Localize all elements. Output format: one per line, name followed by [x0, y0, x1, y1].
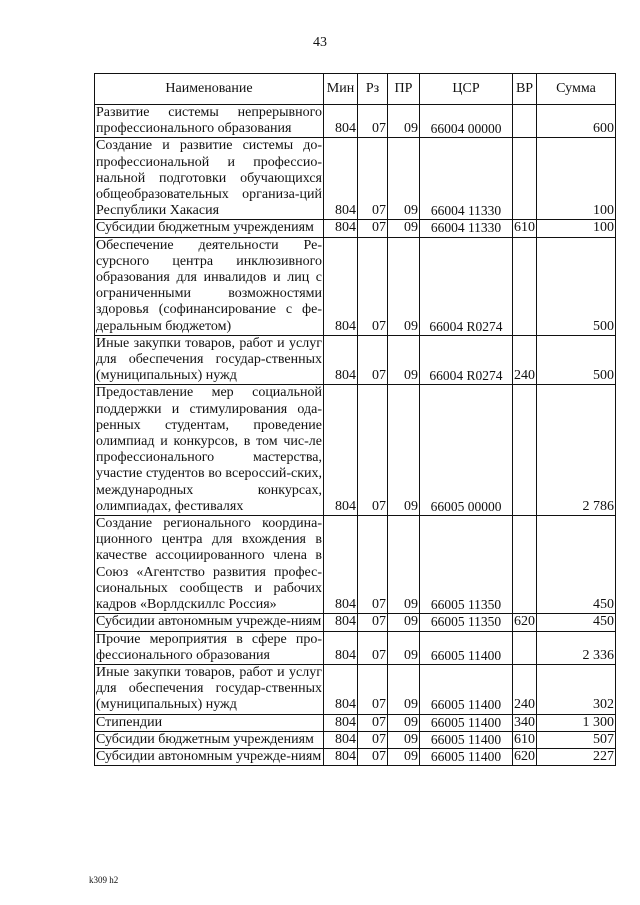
header-sum: Сумма: [537, 74, 616, 105]
cell-pr: 09: [388, 631, 420, 664]
cell-name: Субсидии автономным учрежде-ниям: [95, 614, 324, 631]
cell-sum: 600: [537, 105, 616, 138]
cell-rz: 07: [358, 105, 388, 138]
header-name: Наименование: [95, 74, 324, 105]
cell-csr: 66005 11400: [420, 664, 513, 714]
table-row: [95, 105, 616, 138]
cell-name: Развитие системы непрерывного профессионального образования: [96, 105, 322, 137]
cell-sum: 500: [537, 237, 616, 335]
cell-min: 804: [324, 748, 358, 765]
cell-vr: [513, 385, 537, 516]
cell-min: 804: [324, 516, 358, 614]
table-row: [95, 614, 616, 631]
cell-csr: 66004 11330: [420, 220, 513, 237]
cell-name: Иные закупки товаров, работ и услуг для обеспечения государ-ственных (муниципальных) нужд: [96, 664, 322, 713]
header-min: Мин: [324, 74, 358, 105]
table-row: [95, 731, 616, 748]
cell-csr: 66004 11330: [420, 138, 513, 220]
cell-csr: 66004 00000: [420, 105, 513, 138]
cell-rz: 07: [358, 138, 388, 220]
cell-csr: 66005 11400: [420, 631, 513, 664]
cell-rz: 07: [358, 237, 388, 335]
cell-pr: 09: [388, 731, 420, 748]
table-row: [95, 237, 616, 335]
header-csr: ЦСР: [420, 74, 513, 105]
cell-rz: 07: [358, 220, 388, 237]
cell-sum: 302: [537, 664, 616, 714]
cell-sum: 450: [537, 614, 616, 631]
table-row: [95, 385, 616, 516]
cell-name: Субсидии автономным учрежде-ниям: [95, 748, 324, 765]
cell-vr: [513, 105, 537, 138]
cell-vr: [513, 516, 537, 614]
cell-csr: 66005 11400: [420, 731, 513, 748]
cell-name: Прочие мероприятия в сфере про-фессионального образования: [96, 631, 322, 663]
cell-min: 804: [324, 105, 358, 138]
cell-vr: 240: [513, 664, 537, 714]
table-row: [95, 748, 616, 765]
cell-sum: 507: [537, 731, 616, 748]
cell-min: 804: [324, 714, 358, 731]
budget-table: [94, 73, 616, 766]
cell-pr: 09: [388, 614, 420, 631]
cell-vr: [513, 237, 537, 335]
cell-sum: 500: [537, 335, 616, 385]
table-row: [95, 714, 616, 731]
header-pr: ПР: [388, 74, 420, 105]
cell-min: 804: [324, 664, 358, 714]
cell-csr: 66004 R0274: [420, 237, 513, 335]
cell-pr: 09: [388, 220, 420, 237]
cell-csr: 66004 R0274: [420, 335, 513, 385]
cell-sum: 1 300: [537, 714, 616, 731]
cell-name: Обеспечение деятельности Ре-сурсного центра инклюзивного образования для инвалидов и лиц с ограниченными возможностями здоровья (софинансирование с фе-деральным бюджетом): [96, 237, 322, 334]
cell-sum: 2 336: [537, 631, 616, 664]
cell-sum: 100: [537, 138, 616, 220]
cell-vr: [513, 138, 537, 220]
cell-rz: 07: [358, 516, 388, 614]
header-rz: Рз: [358, 74, 388, 105]
cell-rz: 07: [358, 614, 388, 631]
table-header-row: [95, 74, 616, 105]
cell-rz: 07: [358, 664, 388, 714]
cell-pr: 09: [388, 335, 420, 385]
cell-min: 804: [324, 220, 358, 237]
cell-name: Создание регионального координа-ционного центра для вхождения в качестве ассоциированного члена в Союз «Агентство развития профес-сиональных сообществ и рабочих кадров «Ворлдскиллс Россия»: [96, 516, 322, 613]
cell-rz: 07: [358, 714, 388, 731]
cell-min: 804: [324, 335, 358, 385]
cell-name: Субсидии бюджетным учреждениям: [95, 220, 324, 237]
table-row: [95, 664, 616, 714]
cell-vr: 620: [514, 748, 535, 764]
cell-name: Стипендии: [95, 714, 324, 731]
cell-csr: 66005 11350: [420, 614, 513, 631]
cell-pr: 09: [388, 105, 420, 138]
cell-min: 804: [324, 138, 358, 220]
cell-min: 804: [324, 237, 358, 335]
header-vr: ВР: [513, 74, 537, 105]
cell-sum: 100: [537, 220, 616, 237]
cell-min: 804: [324, 631, 358, 664]
cell-rz: 07: [358, 748, 388, 765]
cell-pr: 09: [388, 385, 420, 516]
cell-rz: 07: [358, 335, 388, 385]
cell-pr: 09: [388, 748, 420, 765]
table-row: [95, 335, 616, 385]
cell-sum: 2 786: [537, 385, 616, 516]
cell-min: 804: [324, 385, 358, 516]
cell-vr: 340: [514, 714, 535, 730]
cell-vr: 610: [514, 731, 535, 747]
footer-code: k309 h2: [89, 875, 119, 885]
table-row: [95, 516, 616, 614]
cell-name: Субсидии бюджетным учреждениям: [95, 731, 324, 748]
table-body: [95, 105, 616, 766]
page-number: 43: [313, 35, 327, 50]
cell-vr: [513, 631, 537, 664]
cell-name: Создание и развитие системы до-профессиональной и профессио-нальной подготовки обучающихся общеобразовательных организа-ций Республики Хакасия: [96, 138, 322, 219]
cell-pr: 09: [388, 237, 420, 335]
cell-csr: 66005 11350: [420, 516, 513, 614]
cell-csr: 66005 11400: [420, 748, 513, 765]
cell-min: 804: [324, 614, 358, 631]
cell-pr: 09: [388, 516, 420, 614]
cell-pr: 09: [388, 714, 420, 731]
cell-name: Иные закупки товаров, работ и услуг для обеспечения государ-ственных (муниципальных) нужд: [96, 335, 322, 384]
cell-pr: 09: [388, 138, 420, 220]
table-row: [95, 138, 616, 220]
cell-vr: 620: [514, 614, 535, 630]
table-row: [95, 631, 616, 664]
cell-rz: 07: [358, 631, 388, 664]
cell-vr: 610: [514, 220, 535, 236]
cell-sum: 450: [537, 516, 616, 614]
table-row: [95, 220, 616, 237]
cell-name: Предоставление мер социальной поддержки и стимулирования ода-ренных студентам, проведение олимпиад и конкурсов, в том чис-ле профессионального мастерства, участие студентов во всероссий-ских, международных конкурсах, олимпиадах, фестивалях: [96, 385, 322, 514]
cell-rz: 07: [358, 731, 388, 748]
cell-min: 804: [324, 731, 358, 748]
cell-csr: 66005 11400: [420, 714, 513, 731]
cell-vr: 240: [513, 335, 537, 385]
cell-csr: 66005 00000: [420, 385, 513, 516]
cell-pr: 09: [388, 664, 420, 714]
cell-sum: 227: [537, 748, 616, 765]
cell-rz: 07: [358, 385, 388, 516]
